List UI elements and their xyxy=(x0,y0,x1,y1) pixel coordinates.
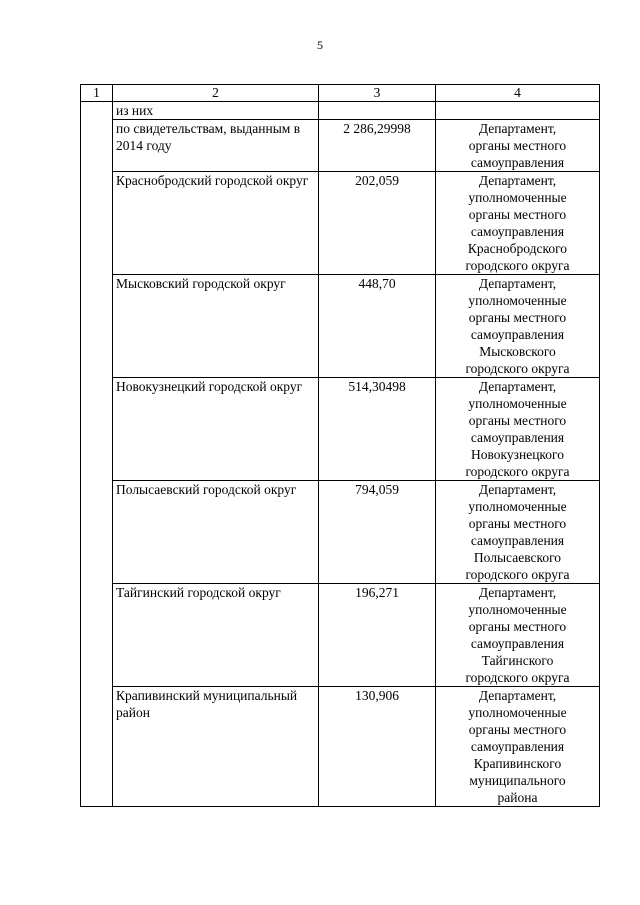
table-row xyxy=(81,584,600,687)
responsible-body-line: Мысковского xyxy=(479,344,556,359)
responsible-body-cell xyxy=(436,172,600,275)
row-number-cell xyxy=(81,102,113,807)
responsible-body-line: городского округа xyxy=(465,567,570,582)
recipient-name: Новокузнецкий городской округ xyxy=(113,378,319,481)
table-row xyxy=(81,275,600,378)
amount-cell: 130,906 xyxy=(319,687,436,807)
empty-cell xyxy=(319,102,436,120)
responsible-body-line: самоуправления xyxy=(470,430,565,445)
recipient-name: по свидетельствам, выданным в 2014 году xyxy=(113,120,319,172)
subheader-label: из них xyxy=(113,102,319,120)
responsible-body-line: Департамент, xyxy=(478,121,557,136)
responsible-body-line: самоуправления xyxy=(470,155,565,170)
allocation-table xyxy=(80,84,600,807)
responsible-body-line: самоуправления xyxy=(470,739,565,754)
responsible-body-line: Департамент, xyxy=(478,379,557,394)
table-row xyxy=(81,172,600,275)
responsible-body-line: городского округа xyxy=(465,670,570,685)
responsible-body-line: Департамент, xyxy=(478,276,557,291)
page-number: 5 xyxy=(317,38,323,52)
responsible-body-line: Департамент, xyxy=(478,173,557,188)
responsible-body-cell xyxy=(436,378,600,481)
responsible-body-line: органы местного xyxy=(468,722,567,737)
responsible-body-line: района xyxy=(497,790,538,805)
amount-cell: 794,059 xyxy=(319,481,436,584)
recipient-name: Полысаевский городской округ xyxy=(113,481,319,584)
responsible-body-line: Новокузнецкого xyxy=(471,447,564,462)
amount-cell: 2 286,29998 xyxy=(319,120,436,172)
empty-cell xyxy=(436,102,600,120)
responsible-body-line: муниципального xyxy=(469,773,566,788)
responsible-body-line: Полысаевского xyxy=(473,550,562,565)
table-row xyxy=(81,687,600,807)
recipient-name: Крапивинский муниципальный район xyxy=(113,687,319,807)
table-row xyxy=(81,481,600,584)
responsible-body-line: самоуправления xyxy=(470,327,565,342)
responsible-body-line: органы местного xyxy=(468,207,567,222)
column-header-2: 2 xyxy=(113,85,319,102)
responsible-body-line: органы местного xyxy=(468,310,567,325)
responsible-body-line: Крапивинского xyxy=(473,756,562,771)
column-header-1: 1 xyxy=(81,85,113,102)
amount-cell: 514,30498 xyxy=(319,378,436,481)
table-row xyxy=(81,120,600,172)
responsible-body-line: органы местного xyxy=(468,138,567,153)
responsible-body-cell xyxy=(436,275,600,378)
recipient-name: Мысковский городской округ xyxy=(113,275,319,378)
responsible-body-cell xyxy=(436,687,600,807)
header-row xyxy=(81,85,600,102)
responsible-body-line: городского округа xyxy=(465,258,570,273)
subheader-row xyxy=(81,102,600,120)
responsible-body-line: самоуправления xyxy=(470,533,565,548)
responsible-body-line: органы местного xyxy=(468,619,567,634)
amount-cell: 202,059 xyxy=(319,172,436,275)
responsible-body-line: уполномоченные xyxy=(468,602,567,617)
responsible-body-line: уполномоченные xyxy=(468,396,567,411)
responsible-body-line: уполномоченные xyxy=(468,705,567,720)
amount-cell: 196,271 xyxy=(319,584,436,687)
responsible-body-cell xyxy=(436,120,600,172)
responsible-body-line: Тайгинского xyxy=(481,653,554,668)
responsible-body-line: Департамент, xyxy=(478,585,557,600)
responsible-body-line: самоуправления xyxy=(470,636,565,651)
table-row xyxy=(81,378,600,481)
responsible-body-line: Департамент, xyxy=(478,482,557,497)
responsible-body-line: уполномоченные xyxy=(468,499,567,514)
responsible-body-cell xyxy=(436,481,600,584)
responsible-body-line: уполномоченные xyxy=(468,293,567,308)
responsible-body-line: Краснобродского xyxy=(467,241,568,256)
column-header-4: 4 xyxy=(436,85,600,102)
recipient-name: Краснобродский городской округ xyxy=(113,172,319,275)
responsible-body-line: органы местного xyxy=(468,413,567,428)
recipient-name: Тайгинский городской округ xyxy=(113,584,319,687)
responsible-body-line: самоуправления xyxy=(470,224,565,239)
responsible-body-line: органы местного xyxy=(468,516,567,531)
amount-cell: 448,70 xyxy=(319,275,436,378)
column-header-3: 3 xyxy=(319,85,436,102)
responsible-body-line: уполномоченные xyxy=(468,190,567,205)
responsible-body-line: городского округа xyxy=(465,464,570,479)
responsible-body-cell xyxy=(436,584,600,687)
responsible-body-line: городского округа xyxy=(465,361,570,376)
responsible-body-line: Департамент, xyxy=(478,688,557,703)
